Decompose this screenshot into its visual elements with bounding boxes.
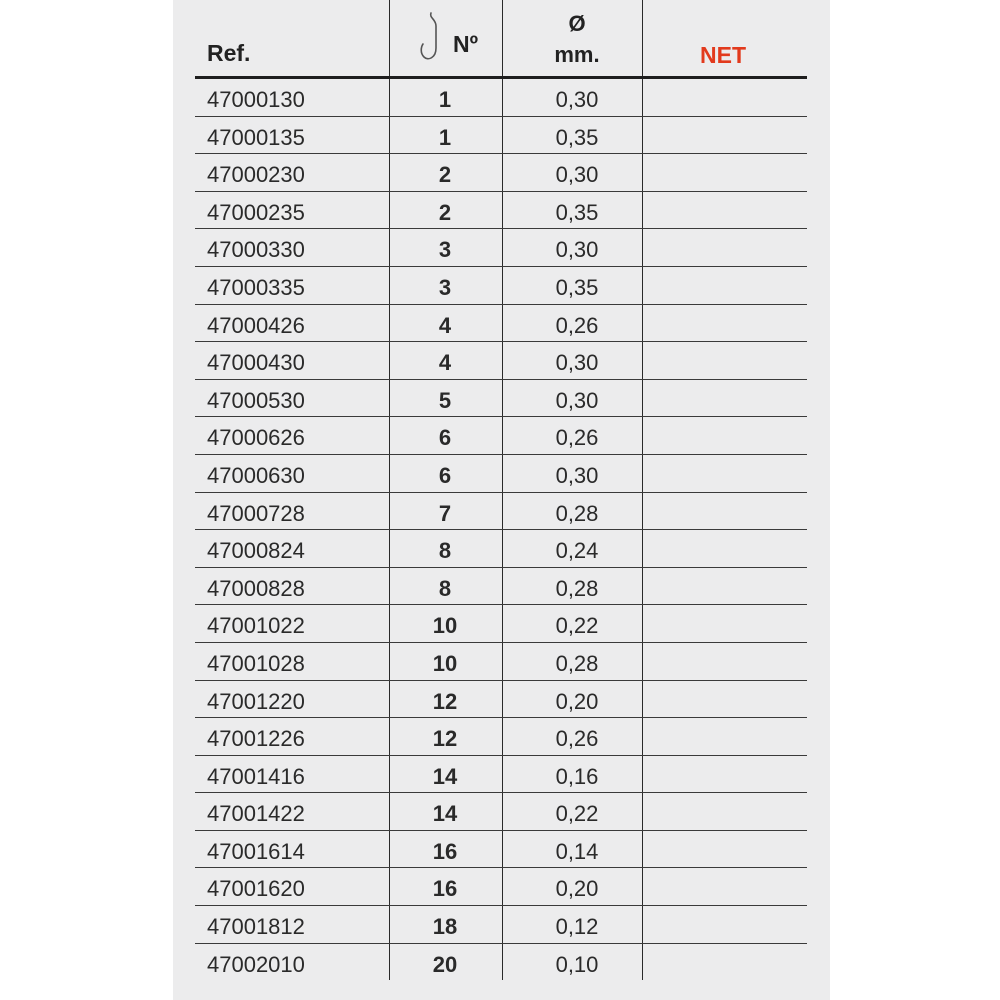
cell-ref: 47000728	[207, 500, 305, 526]
table-row	[195, 718, 807, 756]
table-row	[195, 605, 807, 643]
cell-number: 12	[432, 726, 458, 752]
cell-diameter: 0,22	[555, 801, 599, 827]
cell-ref: 47001022	[207, 613, 305, 639]
cell-ref: 47000230	[207, 162, 305, 188]
cell-number: 16	[432, 838, 458, 864]
product-table	[173, 0, 830, 1000]
table-row	[195, 568, 807, 606]
cell-diameter: 0,35	[555, 199, 599, 225]
cell-diameter: 0,24	[555, 538, 599, 564]
cell-number: 20	[432, 951, 458, 977]
table-row	[195, 417, 807, 455]
cell-number: 8	[438, 575, 452, 601]
cell-diameter: 0,30	[555, 162, 599, 188]
cell-diameter: 0,14	[555, 838, 599, 864]
cell-diameter: 0,28	[555, 575, 599, 601]
table-row	[195, 793, 807, 831]
cell-ref: 47001416	[207, 763, 305, 789]
cell-number: 8	[438, 538, 452, 564]
cell-diameter: 0,20	[555, 688, 599, 714]
cell-diameter: 0,26	[555, 726, 599, 752]
table-row	[195, 493, 807, 531]
table-row	[195, 117, 807, 155]
table-row	[195, 831, 807, 869]
cell-number: 3	[438, 237, 452, 263]
cell-ref: 47000530	[207, 387, 305, 413]
cell-diameter: 0,28	[555, 500, 599, 526]
table-row	[195, 455, 807, 493]
cell-number: 10	[432, 613, 458, 639]
table-header	[195, 0, 807, 79]
cell-number: 2	[438, 162, 452, 188]
table-row	[195, 267, 807, 305]
cell-ref: 47000426	[207, 312, 305, 338]
cell-diameter: 0,30	[555, 87, 599, 112]
cell-number: 1	[438, 87, 452, 112]
cell-diameter: 0,26	[555, 425, 599, 451]
cell-diameter: 0,30	[555, 237, 599, 263]
cell-ref: 47000135	[207, 124, 305, 150]
cell-ref: 47002010	[207, 951, 305, 977]
cell-diameter: 0,20	[555, 876, 599, 902]
cell-number: 10	[432, 650, 458, 676]
header-diameter-symbol: Ø	[568, 11, 586, 36]
cell-diameter: 0,28	[555, 650, 599, 676]
table-row	[195, 643, 807, 681]
header-diameter-unit: mm.	[554, 42, 600, 67]
table-row	[195, 380, 807, 418]
table-body	[195, 79, 807, 981]
header-ref: Ref.	[207, 40, 251, 66]
table-row	[195, 229, 807, 267]
cell-ref: 47000824	[207, 538, 305, 564]
table-row	[195, 868, 807, 906]
table-row	[195, 154, 807, 192]
cell-number: 18	[432, 914, 458, 940]
cell-ref: 47001220	[207, 688, 305, 714]
cell-number: 3	[438, 274, 452, 300]
cell-number: 5	[438, 387, 452, 413]
cell-ref: 47000626	[207, 425, 305, 451]
table-row	[195, 530, 807, 568]
cell-number: 2	[438, 199, 452, 225]
cell-diameter: 0,10	[555, 951, 599, 977]
table-row	[195, 944, 807, 982]
table-row	[195, 756, 807, 794]
header-diameter	[513, 8, 641, 70]
cell-diameter: 0,35	[555, 274, 599, 300]
cell-diameter: 0,16	[555, 763, 599, 789]
cell-ref: 47001422	[207, 801, 305, 827]
cell-number: 14	[432, 763, 458, 789]
cell-ref: 47001812	[207, 914, 305, 940]
cell-number: 4	[438, 312, 452, 338]
hook-icon	[417, 10, 443, 64]
cell-diameter: 0,26	[555, 312, 599, 338]
table-row	[195, 305, 807, 343]
cell-ref: 47001226	[207, 726, 305, 752]
cell-ref: 47000235	[207, 199, 305, 225]
table-row	[195, 79, 807, 117]
cell-diameter: 0,35	[555, 124, 599, 150]
cell-diameter: 0,30	[555, 462, 599, 488]
cell-number: 16	[432, 876, 458, 902]
cell-ref: 47000130	[207, 87, 305, 112]
cell-diameter: 0,12	[555, 914, 599, 940]
table-row	[195, 681, 807, 719]
cell-number: 7	[438, 500, 452, 526]
cell-number: 4	[438, 350, 452, 376]
header-net: NET	[700, 42, 746, 68]
table-row	[195, 906, 807, 944]
cell-ref: 47000430	[207, 350, 305, 376]
cell-diameter: 0,22	[555, 613, 599, 639]
cell-diameter: 0,30	[555, 350, 599, 376]
cell-ref: 47000828	[207, 575, 305, 601]
cell-ref: 47000630	[207, 462, 305, 488]
cell-number: 12	[432, 688, 458, 714]
cell-ref: 47000330	[207, 237, 305, 263]
table-row	[195, 342, 807, 380]
table-row	[195, 192, 807, 230]
cell-number: 6	[438, 462, 452, 488]
cell-diameter: 0,30	[555, 387, 599, 413]
cell-ref: 47000335	[207, 274, 305, 300]
cell-ref: 47001614	[207, 838, 305, 864]
cell-number: 14	[432, 801, 458, 827]
cell-ref: 47001028	[207, 650, 305, 676]
cell-number: 6	[438, 425, 452, 451]
cell-number: 1	[438, 124, 452, 150]
header-number: Nº	[453, 31, 479, 57]
cell-ref: 47001620	[207, 876, 305, 902]
